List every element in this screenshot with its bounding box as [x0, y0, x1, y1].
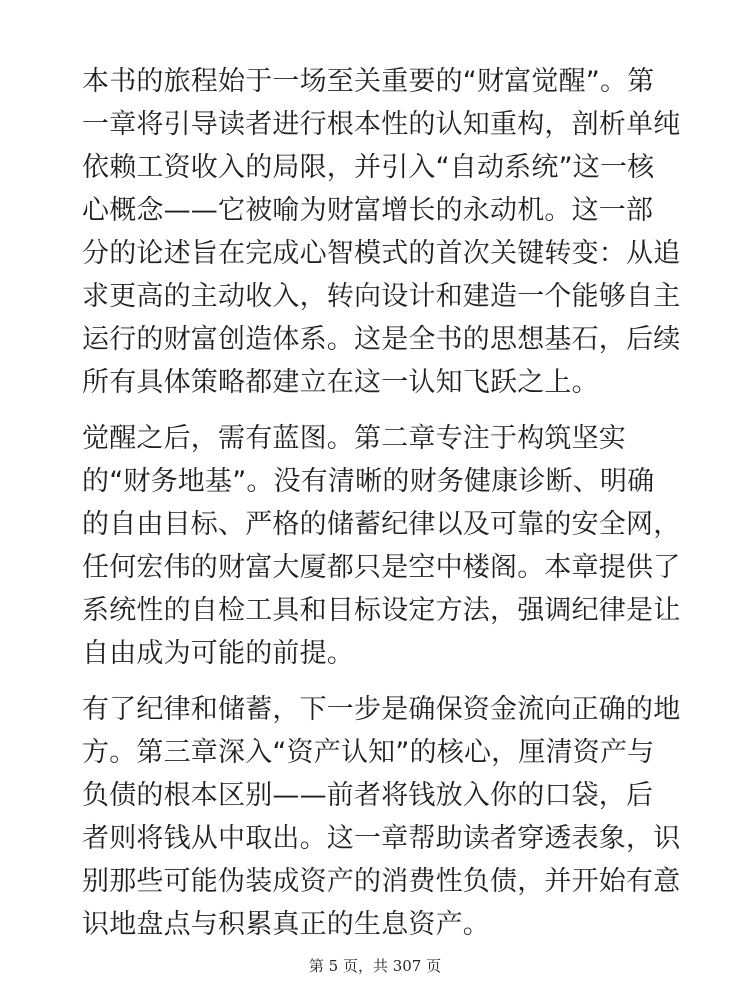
text-line: 本书的旅程始于一场至关重要的“财富觉醒”。第 — [82, 66, 655, 97]
text-line: 任何宏伟的财富大厦都只是空中楼阁。本章提供了 — [82, 552, 681, 583]
text-line: 一章将引导读者进行根本性的认知重构，剖析单纯 — [82, 109, 681, 140]
text-line: 分的论述旨在完成心智模式的首次关键转变：从追 — [82, 238, 681, 269]
text-line: 求更高的主动收入，转向设计和建造一个能够自主 — [82, 281, 681, 312]
text-line: 的“财务地基”。没有清晰的财务健康诊断、明确 — [82, 466, 655, 497]
text-line: 心概念——它被喻为财富增长的永动机。这一部 — [82, 195, 654, 226]
paragraph-3 — [82, 688, 682, 946]
text-line: 者则将钱从中取出。这一章帮助读者穿透表象，识 — [82, 823, 681, 854]
text-line: 负债的根本区别——前者将钱放入你的口袋，后 — [82, 780, 654, 811]
text-line: 系统性的自检工具和目标设定方法，强调纪律是让 — [82, 595, 681, 626]
text-line: 所有具体策略都建立在这一认知飞跃之上。 — [82, 367, 599, 398]
paragraph-1 — [82, 60, 682, 404]
text-line: 别那些可能伪装成资产的消费性负债，并开始有意 — [82, 866, 681, 897]
paragraph-2 — [82, 417, 682, 675]
page-number-footer: 第 5 页，共 307 页 — [308, 957, 442, 975]
text-line: 运行的财富创造体系。这是全书的思想基石，后续 — [82, 324, 681, 355]
body-text — [82, 60, 682, 959]
text-line: 方。第三章深入“资产认知”的核心，厘清资产与 — [82, 737, 655, 768]
text-line: 觉醒之后，需有蓝图。第二章专注于构筑坚实 — [82, 423, 626, 454]
text-line: 有了纪律和储蓄，下一步是确保资金流向正确的地 — [82, 694, 681, 725]
text-line: 识地盘点与积累真正的生息资产。 — [82, 909, 490, 940]
text-line: 依赖工资收入的局限，并引入“自动系统”这一核 — [82, 152, 655, 183]
text-line: 的自由目标、严格的储蓄纪律以及可靠的安全网， — [82, 509, 681, 540]
text-line: 自由成为可能的前提。 — [82, 638, 354, 669]
